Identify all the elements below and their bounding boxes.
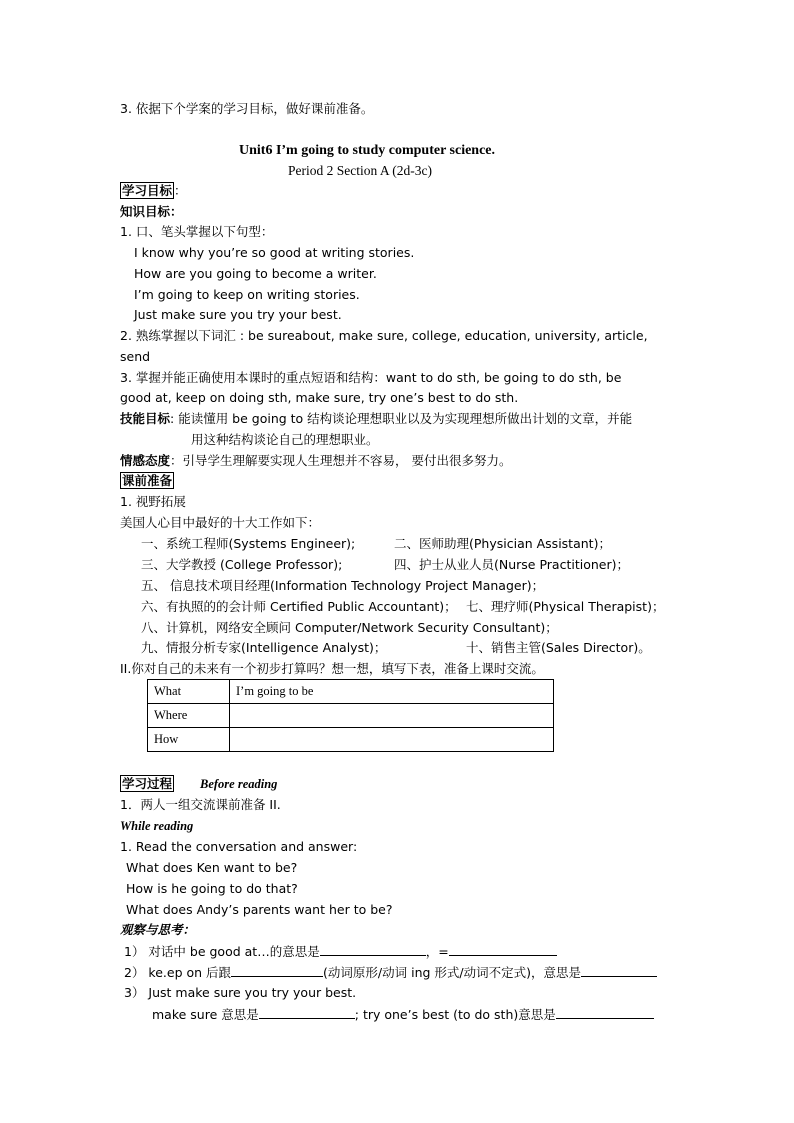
- sentence-3: I’m going to keep on writing stories.: [134, 287, 360, 302]
- jobs-intro: 美国人心目中最好的十大工作如下：: [120, 515, 321, 530]
- prep-heading: 课前准备: [122, 473, 173, 488]
- table-cell-label: What: [148, 680, 230, 704]
- job-3: 三、大学教授 (College Professor);: [141, 557, 343, 572]
- job-2: 二、医师助理(Physician Assistant)；: [394, 536, 611, 551]
- future-plan-table: [147, 679, 554, 752]
- table-cell-value[interactable]: [230, 704, 554, 728]
- answer-blank[interactable]: [556, 1006, 654, 1019]
- observe-item-1-text: 1） 对话中 be good at…的意思是: [124, 944, 320, 959]
- observe-item-3-text-b: ; try one’s best (to do sth)意思是: [354, 1007, 556, 1022]
- prep-heading-line: [120, 473, 174, 489]
- emotion-label: 情感态度: [120, 453, 171, 468]
- intro-instruction: 3. 依据下个学案的学习目标，做好课前准备。: [120, 101, 374, 116]
- table-row: [148, 704, 554, 728]
- table-cell-label: How: [148, 728, 230, 752]
- job-5: 五、 信息技术项目经理(Information Technology Project Manager)；: [141, 578, 545, 593]
- job-1: 一、系统工程师(Systems Engineer);: [141, 536, 356, 551]
- table-row: [148, 728, 554, 752]
- question-1: What does Ken want to be?: [126, 860, 298, 875]
- job-7: 七、理疗师(Physical Therapist)；: [466, 599, 665, 614]
- while-reading-label: While reading: [120, 819, 194, 833]
- knowledge-item-3: 3. 掌握并能正确使用本课时的重点短语和结构：want to do sth, be going to do sth, be: [120, 370, 622, 385]
- job-6: 六、有执照的的会计师 Certified Public Accountant)；: [141, 599, 457, 614]
- skill-text: : 能读懂用 be going to 结构谈论理想职业以及为实现理想所做出计划的文章，并能: [170, 411, 633, 426]
- period-subtitle: Period 2 Section A (2d-3c): [288, 163, 432, 178]
- answer-blank[interactable]: [320, 943, 426, 956]
- emotion-objective: [120, 453, 512, 469]
- observe-heading: 观察与思考：: [120, 922, 196, 937]
- knowledge-item-1: 1. 口、笔头掌握以下句型：: [120, 224, 274, 239]
- table-cell-label: Where: [148, 704, 230, 728]
- prep-item-2: II.你对自己的未来有一个初步打算吗？想一想，填写下表，准备上课时交流。: [120, 661, 544, 676]
- observe-item-2-text: 2） ke.ep on 后跟: [124, 965, 232, 980]
- job-9: 九、情报分析专家(Intelligence Analyst)；: [141, 640, 387, 655]
- answer-blank[interactable]: [259, 1006, 355, 1019]
- knowledge-item-3-cont: good at, keep on doing sth, make sure, try one’s best to do sth.: [120, 390, 519, 405]
- observe-item-1-equals: ，=: [425, 944, 449, 959]
- answer-blank[interactable]: [581, 964, 657, 977]
- skill-objective: [120, 411, 632, 427]
- unit-title: Unit6 I’m going to study computer science.: [239, 143, 496, 158]
- question-2: How is he going to do that?: [126, 881, 298, 896]
- skill-text-cont: 用这种结构谈论自己的理想职业。: [191, 432, 379, 447]
- sentence-4: Just make sure you try your best.: [134, 307, 342, 322]
- knowledge-item-2-cont: send: [120, 349, 151, 364]
- observe-item-1: [124, 943, 557, 960]
- table-cell-value[interactable]: I’m going to be: [230, 680, 554, 704]
- objectives-colon: ：: [174, 183, 187, 198]
- knowledge-heading: 知识目标：: [120, 204, 183, 219]
- table-cell-value[interactable]: [230, 728, 554, 752]
- while-reading-item-1: 1. Read the conversation and answer:: [120, 839, 358, 854]
- question-3: What does Andy’s parents want her to be?: [126, 902, 393, 917]
- knowledge-item-2: 2. 熟练掌握以下词汇 : be sureabout, make sure, college, education, university, article,: [120, 328, 648, 343]
- skill-label: 技能目标: [120, 411, 171, 426]
- job-4: 四、护士从业人员(Nurse Practitioner)；: [394, 557, 629, 572]
- sentence-2: How are you going to become a writer.: [134, 266, 377, 281]
- table-row: [148, 680, 554, 704]
- process-heading: 学习过程: [122, 776, 173, 791]
- objectives-heading: 学习目标: [122, 183, 173, 198]
- sentence-1: I know why you’re so good at writing stories.: [134, 245, 415, 260]
- job-10: 十、销售主管(Sales Director)。: [466, 640, 651, 655]
- observe-item-3-cont: [152, 1006, 654, 1023]
- observe-item-2: [124, 964, 657, 981]
- emotion-text: ：引导学生理解要实现人生理想并不容易， 要付出很多努力。: [170, 453, 512, 468]
- observe-item-3: 3） Just make sure you try your best.: [124, 985, 357, 1000]
- observe-item-2-text-b: (动词原形/动词 ing 形式/动词不定式)，意思是: [323, 965, 581, 980]
- answer-blank[interactable]: [449, 943, 557, 956]
- prep-item-1: 1. 视野拓展: [120, 494, 186, 509]
- answer-blank[interactable]: [231, 964, 323, 977]
- process-heading-line: [120, 776, 277, 792]
- observe-item-3-text: make sure 意思是: [152, 1007, 259, 1022]
- before-reading-item-1: 1．两人一组交流课前准备 II.: [120, 797, 281, 812]
- before-reading-label: Before reading: [200, 777, 278, 791]
- objectives-heading-line: [120, 183, 187, 199]
- job-8: 八、计算机，网络安全顾问 Computer/Network Security Consultant)；: [141, 620, 558, 635]
